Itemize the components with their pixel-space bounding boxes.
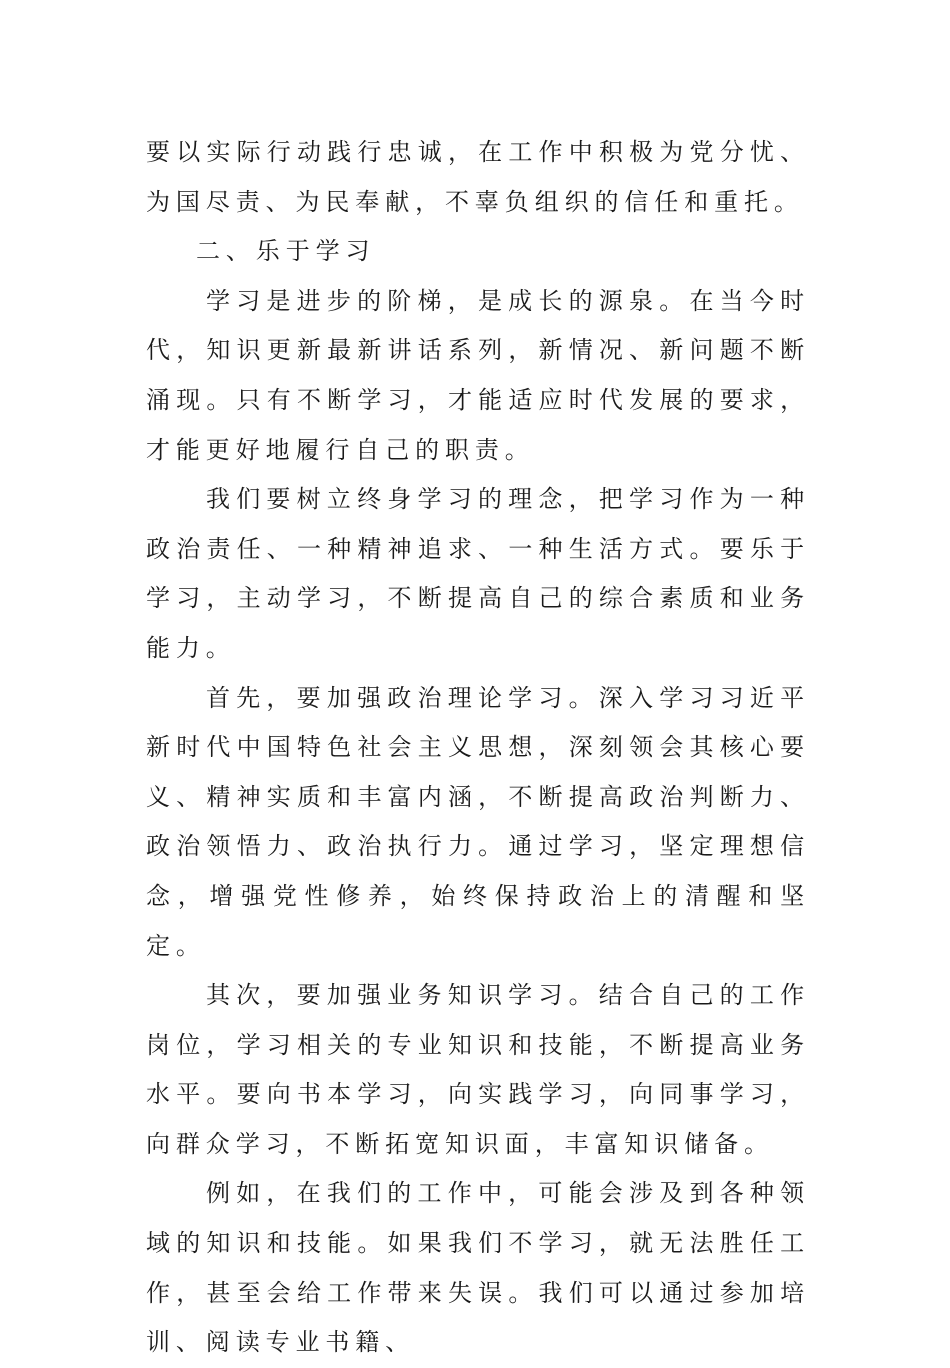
paragraph: 其次，要加强业务知识学习。结合自己的工作岗位，学习相关的专业知识和技能，不断提高业务水平。要向书本学习，向实践学习，向同事学习，向群众学习，不断拓宽知识面，丰富知识储备。 — [146, 981, 810, 1158]
paragraph: 我们要树立终身学习的理念，把学习作为一种政治责任、一种精神追求、一种生活方式。要乐于学习，主动学习，不断提高自己的综合素质和业务能力。 — [146, 485, 810, 662]
paragraph: 学习是进步的阶梯，是成长的源泉。在当今时代，知识更新最新讲话系列，新情况、新问题不断涌现。只有不断学习，才能适应时代发展的要求，才能更好地履行自己的职责。 — [146, 286, 810, 464]
paragraph: 例如，在我们的工作中，可能会涉及到各种领域的知识和技能。如果我们不学习，就无法胜任工作，甚至会给工作带来失误。我们可以通过参加培训、阅读专业书籍、 — [146, 1179, 810, 1357]
paragraph-continuation: 要以实际行动践行忠诚，在工作中积极为党分忧、为国尽责、为民奉献，不辜负组织的信任和重托。 — [146, 138, 810, 216]
section-heading: 二、乐于学习 — [196, 237, 376, 266]
document-page — [146, 128, 810, 1368]
paragraph: 首先，要加强政治理论学习。深入学习习近平新时代中国特色社会主义思想，深刻领会其核心要义、精神实质和丰富内涵，不断提高政治判断力、政治领悟力、政治执行力。通过学习，坚定理想信念，增强党性修养，始终保持政治上的清醒和坚定。 — [146, 683, 810, 960]
